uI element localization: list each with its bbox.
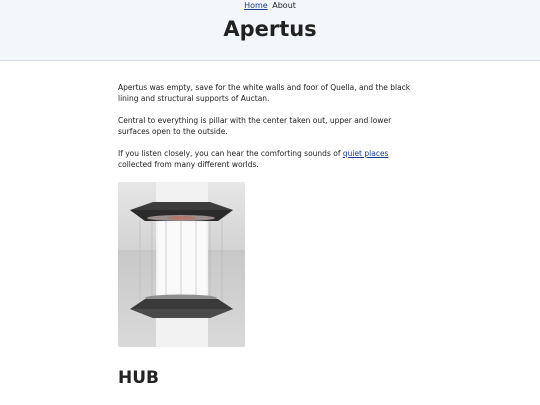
main-content xyxy=(118,82,424,181)
pillar-paragraph: Central to everything is pillar with the center taken out, upper and lower surfaces open to the outside. xyxy=(118,116,392,136)
sounds-paragraph xyxy=(118,148,424,170)
nav-home-link[interactable]: Home xyxy=(244,1,268,10)
quiet-places-link[interactable]: quiet places xyxy=(342,149,389,158)
site-header xyxy=(0,0,540,61)
nav-about-item[interactable]: About xyxy=(272,1,296,10)
intro-paragraph: Apertus was empty, save for the white walls and foor of Quella, and the black lining and structural supports of Auctan. xyxy=(118,83,411,103)
sounds-text-end: collected from many different worlds. xyxy=(118,160,259,169)
sounds-text-start: If you listen closely, you can hear the comforting sounds of xyxy=(118,149,343,158)
top-nav xyxy=(0,1,540,11)
page-title: Apertus xyxy=(223,17,317,41)
apertus-render-image xyxy=(118,182,245,347)
hub-section-heading: HUB xyxy=(118,368,159,388)
